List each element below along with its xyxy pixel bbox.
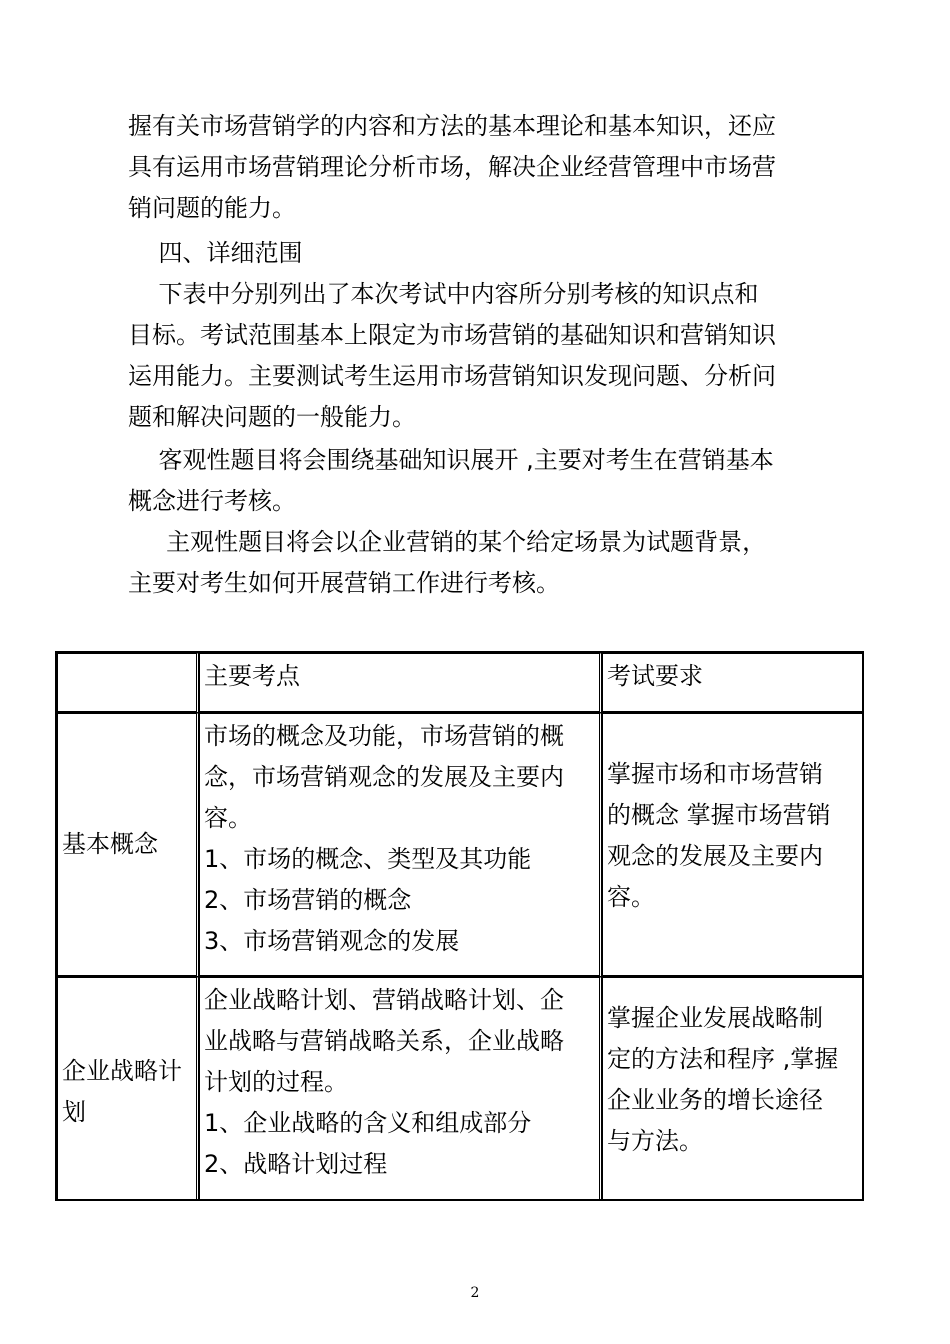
topic-line: 企业战略计 (62, 1056, 182, 1085)
requirement-line: 掌握市场和市场营销 (607, 759, 823, 788)
key-point-line: 容。 (204, 804, 252, 832)
topic-cell: 基本概念 (57, 713, 199, 977)
paragraph-objective-questions: 客观性题目将会围绕基础知识展开 ,主要对考生在营销基本 概念进行考核。 (128, 446, 774, 515)
key-point-line: 1、市场的概念、类型及其功能 (204, 845, 532, 873)
topic-cell (57, 977, 199, 1199)
key-point-line: 业战略与营销战略关系，企业战略 (204, 1027, 564, 1055)
key-points-cell (199, 713, 602, 977)
paragraph-intro: 握有关市场营销学的内容和方法的基本理论和基本知识，还应 具有运用市场营销理论分析市场，解决企业经营管理中市场营 销问题的能力。 (128, 112, 776, 222)
requirement-line: 定的方法和程序 ,掌握 (607, 1045, 839, 1073)
key-point-line: 企业战略计划、营销战略计划、企 (204, 986, 564, 1014)
requirement-line: 的概念 掌握市场营销 (607, 800, 831, 829)
key-point-line: 3、市场营销观念的发展 (204, 927, 460, 955)
exam-scope-table (55, 651, 864, 1201)
table-header-row (57, 653, 862, 713)
requirements-cell (602, 713, 862, 977)
requirement-line: 观念的发展及主要内 (607, 841, 823, 870)
key-point-line: 2、市场营销的概念 (204, 886, 412, 914)
requirement-line: 掌握企业发展战略制 (607, 1004, 823, 1032)
key-point-line: 计划的过程。 (204, 1068, 348, 1096)
key-points-cell (199, 977, 602, 1199)
requirements-cell (602, 977, 862, 1199)
paragraph-scope: 下表中分别列出了本次考试中内容所分别考核的知识点和 目标。考试范围基本上限定为市场营销的基础知识和营销知识 运用能力。主要测试考生运用市场营销知识发现问题、分析问 题和解决问题的一般能力。 (128, 280, 776, 431)
key-point-line: 2、战略计划过程 (204, 1150, 388, 1178)
requirement-line: 与方法。 (607, 1127, 703, 1155)
key-point-line: 市场的概念及功能，市场营销的概 (204, 722, 564, 750)
paragraph-subjective-questions: 主观性题目将会以企业营销的某个给定场景为试题背景， 主要对考生如何开展营销工作进行考核。 (128, 528, 767, 597)
table-row (57, 713, 862, 977)
topic-line: 划 (62, 1097, 86, 1126)
requirement-line: 容。 (607, 882, 655, 911)
table-row (57, 977, 862, 1199)
header-requirements: 考试要求 (602, 653, 862, 713)
header-key-points: 主要考点 (199, 653, 602, 713)
key-point-line: 1、企业战略的含义和组成部分 (204, 1109, 532, 1137)
section-heading: 四、详细范围 (128, 239, 303, 267)
requirement-line: 企业业务的增长途径 (607, 1086, 823, 1114)
header-empty-cell (57, 653, 199, 713)
page-number: 2 (470, 1285, 480, 1301)
key-point-line: 念，市场营销观念的发展及主要内 (204, 763, 564, 791)
